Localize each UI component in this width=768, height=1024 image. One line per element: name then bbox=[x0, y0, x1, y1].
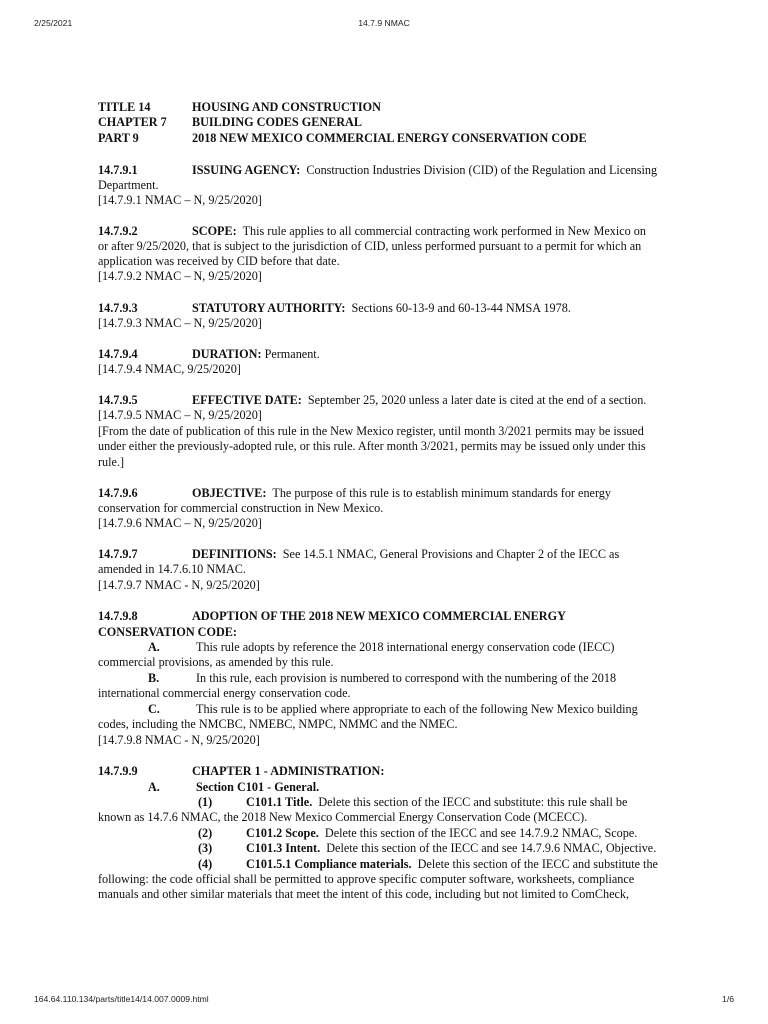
citation: [14.7.9.5 NMAC – N, 9/25/2020] bbox=[98, 408, 262, 422]
item-label: (3) bbox=[198, 841, 213, 855]
note-text: [From the date of publication of this rule in the New Mexico register, until month 3/2021 permits may be issued bbox=[98, 424, 644, 438]
section-line: DURATION: Permanent. bbox=[192, 347, 320, 361]
section-text: conservation for commercial construction in New Mexico. bbox=[98, 501, 384, 515]
item-text: known as 14.7.6 NMAC, the 2018 New Mexico Commercial Energy Conservation Code (MCECC). bbox=[98, 810, 588, 824]
section-number: 14.7.9.2 bbox=[98, 224, 138, 238]
section-number: 14.7.9.6 bbox=[98, 486, 138, 500]
chapter-line: CHAPTER 7 bbox=[98, 115, 167, 129]
section-heading: CONSERVATION CODE: bbox=[98, 625, 237, 639]
print-url[interactable]: 164.64.110.134/parts/title14/14.007.0009.html bbox=[34, 994, 209, 1004]
subsection-text: In this rule, each provision is numbered to correspond with the numbering of the 2018 bbox=[196, 671, 617, 685]
section-text: Department. bbox=[98, 178, 159, 192]
subsection-text: This rule is to be applied where appropriate to each of the following New Mexico building bbox=[196, 702, 638, 716]
section-number: 14.7.9.4 bbox=[98, 347, 138, 361]
title-line: TITLE 14 bbox=[98, 100, 151, 114]
title-text: HOUSING AND CONSTRUCTION bbox=[192, 100, 381, 114]
note-text: under either the previously-adopted rule, or this rule. After month 3/2021, permits may be issued only under this bbox=[98, 439, 646, 453]
section-line: SCOPE: This rule applies to all commercial contracting work performed in New Mexico on bbox=[192, 224, 646, 238]
subsection-text: This rule adopts by reference the 2018 international energy conservation code (IECC) bbox=[196, 640, 615, 654]
section-number: 14.7.9.1 bbox=[98, 163, 138, 177]
section-line: EFFECTIVE DATE: September 25, 2020 unless a later date is cited at the end of a section. bbox=[192, 393, 647, 407]
citation: [14.7.9.4 NMAC, 9/25/2020] bbox=[98, 362, 241, 376]
subsection-label: A. bbox=[148, 640, 160, 654]
citation: [14.7.9.8 NMAC - N, 9/25/2020] bbox=[98, 733, 260, 747]
item-label: (1) bbox=[198, 795, 213, 809]
subsection-label: B. bbox=[148, 671, 160, 685]
item-text: manuals and other similar materials that meet the intent of this code, including but not limited to ComCheck, bbox=[98, 887, 630, 901]
citation: [14.7.9.3 NMAC – N, 9/25/2020] bbox=[98, 316, 262, 330]
section-line: ISSUING AGENCY: Construction Industries Division (CID) of the Regulation and Licensing bbox=[192, 163, 658, 177]
section-number: 14.7.9.8 bbox=[98, 609, 138, 623]
item-line: C101.1 Title. Delete this section of the IECC and substitute: this rule shall be bbox=[246, 795, 628, 809]
subsection-text: international commercial energy conservation code. bbox=[98, 686, 351, 700]
part-text: 2018 NEW MEXICO COMMERCIAL ENERGY CONSERVATION CODE bbox=[192, 131, 587, 145]
citation: [14.7.9.2 NMAC – N, 9/25/2020] bbox=[98, 269, 262, 283]
section-text: application was received by CID before that date. bbox=[98, 254, 340, 268]
print-date: 2/25/2021 bbox=[34, 18, 73, 28]
section-heading: CHAPTER 1 - ADMINISTRATION: bbox=[192, 764, 385, 778]
section-number: 14.7.9.7 bbox=[98, 547, 138, 561]
print-title: 14.7.9 NMAC bbox=[358, 18, 410, 28]
subsection-label: C. bbox=[148, 702, 160, 716]
subsection-text: commercial provisions, as amended by this rule. bbox=[98, 655, 334, 669]
section-line: OBJECTIVE: The purpose of this rule is to establish minimum standards for energy bbox=[192, 486, 611, 500]
chapter-text: BUILDING CODES GENERAL bbox=[192, 115, 362, 129]
section-line: STATUTORY AUTHORITY: Sections 60-13-9 and 60-13-44 NMSA 1978. bbox=[192, 301, 571, 315]
section-number: 14.7.9.9 bbox=[98, 764, 138, 778]
section-number: 14.7.9.5 bbox=[98, 393, 138, 407]
citation: [14.7.9.7 NMAC - N, 9/25/2020] bbox=[98, 578, 260, 592]
item-line: C101.3 Intent. Delete this section of the IECC and see 14.7.9.6 NMAC, Objective. bbox=[246, 841, 657, 855]
citation: [14.7.9.1 NMAC – N, 9/25/2020] bbox=[98, 193, 262, 207]
section-heading: ADOPTION OF THE 2018 NEW MEXICO COMMERCIAL ENERGY bbox=[192, 609, 566, 623]
section-text: or after 9/25/2020, that is subject to the jurisdiction of CID, unless performed pursuant to a permit for which an bbox=[98, 239, 642, 253]
item-line: C101.2 Scope. Delete this section of the IECC and see 14.7.9.2 NMAC, Scope. bbox=[246, 826, 638, 840]
note-text: rule.] bbox=[98, 455, 125, 469]
item-label: (4) bbox=[198, 857, 213, 871]
part-line: PART 9 bbox=[98, 131, 139, 145]
citation: [14.7.9.6 NMAC – N, 9/25/2020] bbox=[98, 516, 262, 530]
item-text: following: the code official shall be permitted to approve specific computer software, worksheets, compliance bbox=[98, 872, 635, 886]
subsection-text: codes, including the NMCBC, NMEBC, NMPC, NMMC and the NMEC. bbox=[98, 717, 458, 731]
section-text: amended in 14.7.6.10 NMAC. bbox=[98, 562, 246, 576]
subsection-heading: Section C101 - General. bbox=[196, 780, 320, 794]
section-line: DEFINITIONS: See 14.5.1 NMAC, General Provisions and Chapter 2 of the IECC as bbox=[192, 547, 620, 561]
subsection-label: A. bbox=[148, 780, 160, 794]
item-line: C101.5.1 Compliance materials. Delete this section of the IECC and substitute the bbox=[246, 857, 658, 871]
page-number: 1/6 bbox=[722, 994, 734, 1004]
item-label: (2) bbox=[198, 826, 213, 840]
section-number: 14.7.9.3 bbox=[98, 301, 138, 315]
